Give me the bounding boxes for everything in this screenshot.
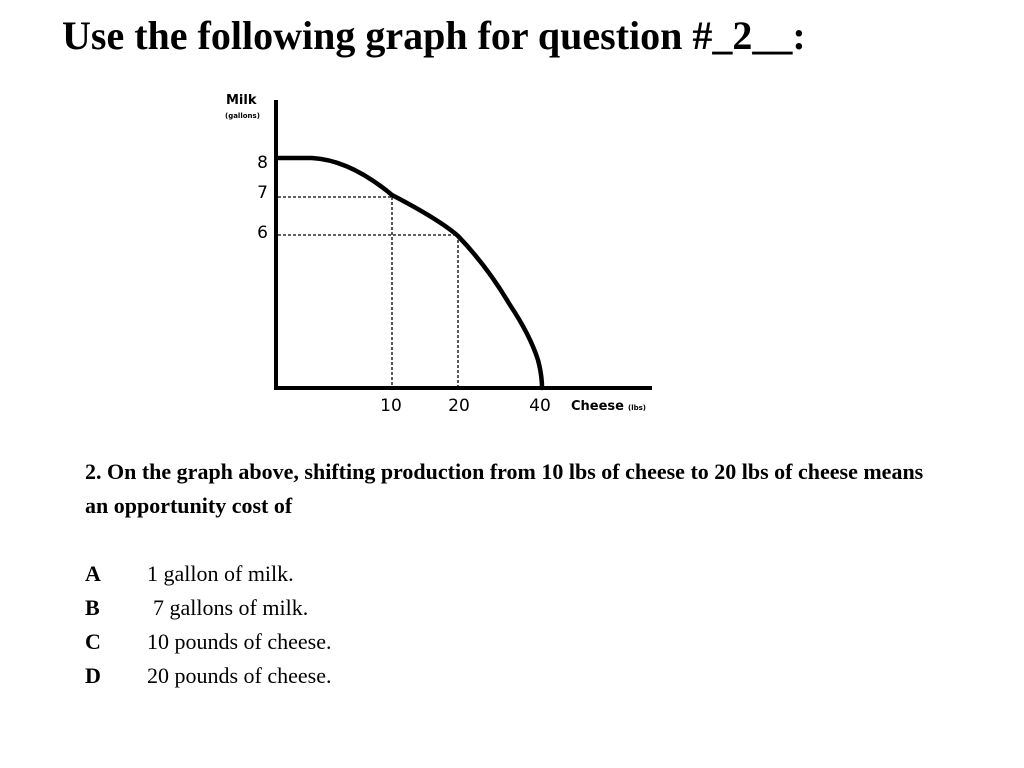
- choice-text: 1 gallon of milk.: [147, 561, 294, 586]
- y-tick-label-8: 8: [257, 153, 268, 173]
- choice-c[interactable]: [85, 625, 332, 659]
- x-axis-units: (lbs): [628, 404, 646, 412]
- y-axis-label: Milk: [226, 93, 257, 108]
- question-text: 2. On the graph above, shifting production from 10 lbs of cheese to 20 lbs of cheese means an opportunity cost of: [85, 459, 924, 518]
- ppf-curve: [278, 158, 542, 388]
- x-axis-label: Cheese: [571, 399, 624, 414]
- choice-text: 20 pounds of cheese.: [147, 663, 332, 688]
- y-axis-units: (gallons): [225, 112, 260, 120]
- choice-a[interactable]: [85, 557, 332, 591]
- choice-letter: C: [85, 629, 101, 654]
- answer-choices: [85, 557, 332, 693]
- y-tick-label-7: 7: [257, 183, 268, 203]
- choice-letter: A: [85, 561, 101, 586]
- y-tick-label-6: 6: [257, 223, 268, 243]
- choice-letter: D: [85, 663, 101, 688]
- x-tick-label-20: 20: [448, 396, 470, 416]
- choice-b[interactable]: [85, 591, 332, 625]
- choice-letter: B: [85, 595, 100, 620]
- choice-d[interactable]: [85, 659, 332, 693]
- x-tick-label-40: 40: [529, 396, 551, 416]
- slide-title: Use the following graph for question #_2__:: [62, 13, 806, 58]
- x-tick-label-10: 10: [380, 396, 402, 416]
- choice-text: 10 pounds of cheese.: [147, 629, 332, 654]
- choice-text: 7 gallons of milk.: [153, 595, 309, 620]
